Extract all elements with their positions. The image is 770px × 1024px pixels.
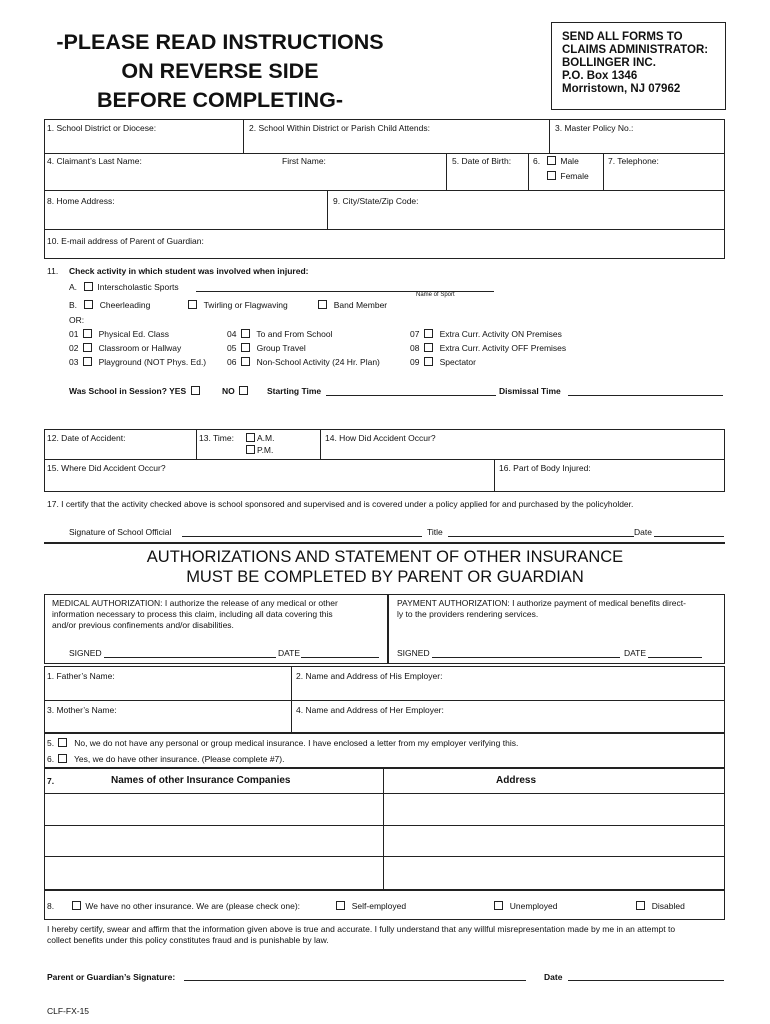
starting-time-label: Starting Time xyxy=(267,386,322,396)
session-no-option[interactable] xyxy=(222,386,250,396)
band-option[interactable] xyxy=(316,300,387,310)
activity-09[interactable] xyxy=(410,357,476,367)
medical-signed-line[interactable] xyxy=(104,657,276,658)
code: 09 xyxy=(410,357,420,367)
label: Physical Ed. Class xyxy=(98,329,169,339)
official-title-label: Title xyxy=(427,527,443,537)
code: 02 xyxy=(69,343,79,353)
label: Spectator xyxy=(439,357,476,367)
field-where-accident[interactable]: 15. Where Did Accident Occur? xyxy=(47,463,166,473)
label: Non-School Activity (24 Hr. Plan) xyxy=(256,357,380,367)
col-divider xyxy=(243,119,244,153)
medical-authorization-text xyxy=(52,598,338,631)
signature-official-label: Signature of School Official xyxy=(69,527,172,537)
no-other-insurance-checkbox[interactable] xyxy=(72,901,81,910)
pm-label: P.M. xyxy=(257,445,274,455)
activity-b-label: B. xyxy=(69,300,78,310)
field-body-part[interactable]: 16. Part of Body Injured: xyxy=(499,463,591,473)
activity-number: 11. xyxy=(47,266,59,276)
item-7-number: 7. xyxy=(47,776,55,786)
checkbox[interactable] xyxy=(424,343,433,352)
certify-line: collect benefits under this policy constitutes fraud and is punishable by law. xyxy=(47,935,329,945)
code: 05 xyxy=(227,343,237,353)
checkbox[interactable] xyxy=(424,357,433,366)
field-master-policy[interactable]: 3. Master Policy No.: xyxy=(555,123,634,133)
unemployed-checkbox[interactable] xyxy=(494,901,503,910)
self-employed-label: Self-employed xyxy=(351,901,407,911)
pm-checkbox[interactable] xyxy=(246,445,255,454)
field-date-of-birth[interactable]: 5. Date of Birth: xyxy=(452,156,512,166)
disabled-checkbox[interactable] xyxy=(636,901,645,910)
row-divider xyxy=(44,793,725,794)
cheerleading-label: Cheerleading xyxy=(99,300,151,310)
medical-line: and/or previous confinements and/or disabilities. xyxy=(52,620,234,630)
dismissal-time-line[interactable] xyxy=(568,395,723,396)
band-checkbox[interactable] xyxy=(318,300,327,309)
send-line-3: BOLLINGER INC. xyxy=(562,57,656,69)
name-of-sport-caption: Name of Sport xyxy=(416,292,455,298)
field-how-accident[interactable]: 14. How Did Accident Occur? xyxy=(325,433,436,443)
yes-insurance-label: Yes, we do have other insurance. (Please complete #7). xyxy=(74,754,285,764)
checkbox[interactable] xyxy=(241,329,250,338)
no-insurance-option[interactable] xyxy=(47,738,518,748)
checkbox[interactable] xyxy=(83,329,92,338)
session-question: Was School in Session? YES xyxy=(69,386,187,396)
code: 07 xyxy=(410,329,420,339)
auth-heading-2: MUST BE COMPLETED BY PARENT OR GUARDIAN xyxy=(186,568,584,586)
send-forms-box xyxy=(551,22,726,110)
code: 04 xyxy=(227,329,237,339)
send-line-2: CLAIMS ADMINISTRATOR: xyxy=(562,44,709,56)
medical-signed-label: SIGNED xyxy=(69,648,102,658)
medical-line: information necessary to process this claim, including all data covering this xyxy=(52,609,333,619)
row-divider xyxy=(44,700,725,701)
activity-06[interactable] xyxy=(227,357,380,367)
field-mother-employer[interactable]: 4. Name and Address of Her Employer: xyxy=(296,705,444,715)
interscholastic-label: Interscholastic Sports xyxy=(97,282,179,292)
item-number: 6. xyxy=(47,754,55,764)
checkbox[interactable] xyxy=(424,329,433,338)
field-city-state-zip[interactable]: 9. City/State/Zip Code: xyxy=(333,196,419,206)
certify-affirm-text xyxy=(47,924,675,946)
parent-date-line[interactable] xyxy=(568,980,724,981)
signature-official-line[interactable] xyxy=(182,536,422,537)
pm-option[interactable] xyxy=(244,445,273,455)
activity-heading: Check activity in which student was involved when injured: xyxy=(69,266,309,276)
send-line-4: P.O. Box 1346 xyxy=(562,70,638,82)
field-first-name[interactable]: First Name: xyxy=(282,156,326,166)
official-date-label: Date xyxy=(634,527,652,537)
activity-08[interactable] xyxy=(410,343,566,353)
row-divider xyxy=(44,153,725,154)
code: 08 xyxy=(410,343,420,353)
medical-line: MEDICAL AUTHORIZATION: I authorize the release of any medical or other xyxy=(52,598,338,608)
auth-heading-1: AUTHORIZATIONS AND STATEMENT OF OTHER INSURANCE xyxy=(146,548,624,566)
row-divider xyxy=(44,229,725,230)
cheerleading-checkbox[interactable] xyxy=(84,300,93,309)
label: Group Travel xyxy=(256,343,306,353)
self-employed-checkbox[interactable] xyxy=(336,901,345,910)
male-checkbox[interactable] xyxy=(547,156,556,165)
no-label: NO xyxy=(222,386,235,396)
title-line-3: BEFORE COMPLETING- xyxy=(96,88,344,112)
field-last-name[interactable]: 4. Claimant’s Last Name: xyxy=(47,156,142,166)
no-insurance-checkbox[interactable] xyxy=(58,738,67,747)
insurance-address-header: Address xyxy=(496,775,537,786)
activity-04[interactable] xyxy=(227,329,333,339)
section-divider xyxy=(44,542,725,544)
payment-date-line[interactable] xyxy=(648,657,702,658)
female-checkbox[interactable] xyxy=(547,171,556,180)
male-option[interactable] xyxy=(545,156,579,166)
session-yes-option[interactable] xyxy=(69,386,202,396)
title-line-1: -PLEASE READ INSTRUCTIONS xyxy=(56,30,384,54)
col-divider xyxy=(196,429,197,459)
dismissal-time-label: Dismissal Time xyxy=(499,386,561,396)
checkbox[interactable] xyxy=(241,343,250,352)
session-yes-checkbox[interactable] xyxy=(191,386,200,395)
col-divider xyxy=(446,153,447,190)
no-other-insurance-label: We have no other insurance. We are (please check one): xyxy=(85,901,301,911)
form-code: CLF-FX-15 xyxy=(47,1006,90,1016)
medical-date-line[interactable] xyxy=(301,657,379,658)
col-divider xyxy=(528,153,529,190)
send-line-5: Morristown, NJ 07962 xyxy=(562,83,681,95)
field-mother-name[interactable]: 3. Mother’s Name: xyxy=(47,705,117,715)
activity-05[interactable] xyxy=(227,343,306,353)
col-divider xyxy=(291,666,292,733)
parent-signature-label: Parent or Guardian’s Signature: xyxy=(47,972,176,982)
row-divider xyxy=(44,190,725,191)
label: Extra Curr. Activity OFF Premises xyxy=(439,343,567,353)
row-divider xyxy=(44,856,725,857)
payment-authorization-text xyxy=(397,598,686,620)
item-8-number: 8. xyxy=(47,901,55,911)
activity-01[interactable] xyxy=(69,329,169,339)
official-title-line[interactable] xyxy=(448,536,634,537)
checkbox[interactable] xyxy=(83,343,92,352)
twirling-checkbox[interactable] xyxy=(188,300,197,309)
field-telephone[interactable]: 7. Telephone: xyxy=(608,156,659,166)
field-time-label: 13. Time: xyxy=(199,433,234,443)
col-divider xyxy=(494,459,495,492)
activity-03[interactable] xyxy=(69,357,206,367)
starting-time-line[interactable] xyxy=(326,395,496,396)
field-email[interactable]: 10. E-mail address of Parent of Guardian: xyxy=(47,236,204,246)
checkbox[interactable] xyxy=(83,357,92,366)
label: To and From School xyxy=(256,329,333,339)
no-insurance-label: No, we do not have any personal or group medical insurance. I have enclosed a letter from my employer verifying this. xyxy=(74,738,519,748)
field-school-district[interactable]: 1. School District or Diocese: xyxy=(47,123,157,133)
twirling-option[interactable] xyxy=(186,300,288,310)
label: Extra Curr. Activity ON Premises xyxy=(439,329,562,339)
field-father-employer[interactable]: 2. Name and Address of His Employer: xyxy=(296,671,443,681)
certify-line: I hereby certify, swear and affirm that the information given above is true and accurate. I fully understand that any willful misrepresentation made by me in an attempt to xyxy=(47,924,676,934)
payment-signed-line[interactable] xyxy=(432,657,620,658)
payment-signed-label: SIGNED xyxy=(397,648,430,658)
twirling-label: Twirling or Flagwaving xyxy=(203,300,288,310)
payment-line: ly to the providers rendering services. xyxy=(397,609,539,619)
band-label: Band Member xyxy=(333,300,388,310)
field-sex-label: 6. xyxy=(533,156,541,166)
col-divider xyxy=(383,768,384,890)
item-number: 5. xyxy=(47,738,55,748)
col-divider xyxy=(327,190,328,229)
payment-date-label: DATE xyxy=(624,648,647,658)
payment-line: PAYMENT AUTHORIZATION: I authorize payment of medical benefits direct- xyxy=(397,598,686,608)
col-divider xyxy=(549,119,550,153)
am-checkbox[interactable] xyxy=(246,433,255,442)
row-divider xyxy=(44,459,725,460)
activity-a-label: A. xyxy=(69,282,78,292)
code: 06 xyxy=(227,357,237,367)
certify-statement: 17. I certify that the activity checked above is school sponsored and supervised and is covered under a policy applied for and purchased by the policyholder. xyxy=(47,499,634,509)
col-divider xyxy=(320,429,321,459)
parent-date-label: Date xyxy=(544,972,563,982)
self-employed-option[interactable] xyxy=(334,901,406,911)
unemployed-label: Unemployed xyxy=(509,901,558,911)
session-no-checkbox[interactable] xyxy=(239,386,248,395)
disabled-option[interactable] xyxy=(634,901,685,911)
official-date-line[interactable] xyxy=(654,536,724,537)
unemployed-option[interactable] xyxy=(492,901,557,911)
medical-date-label: DATE xyxy=(278,648,301,658)
disabled-label: Disabled xyxy=(651,901,685,911)
field-date-of-accident[interactable]: 12. Date of Accident: xyxy=(47,433,126,443)
or-label: OR: xyxy=(69,315,85,325)
female-label: Female xyxy=(560,171,589,181)
field-school-attends[interactable]: 2. School Within District or Parish Child Attends: xyxy=(249,123,430,133)
field-father-name[interactable]: 1. Father’s Name: xyxy=(47,671,115,681)
code: 01 xyxy=(69,329,79,339)
am-option[interactable] xyxy=(244,433,274,443)
activity-07[interactable] xyxy=(410,329,562,339)
cheerleading-option[interactable] xyxy=(82,300,150,310)
col-divider xyxy=(603,153,604,190)
yes-insurance-checkbox[interactable] xyxy=(58,754,67,763)
male-label: Male xyxy=(560,156,579,166)
label: Playground (NOT Phys. Ed.) xyxy=(98,357,207,367)
yes-insurance-option[interactable] xyxy=(47,754,284,764)
send-line-1: SEND ALL FORMS TO xyxy=(562,31,683,43)
activity-02[interactable] xyxy=(69,343,181,353)
field-home-address[interactable]: 8. Home Address: xyxy=(47,196,115,206)
female-option[interactable] xyxy=(545,171,589,181)
title-line-2: ON REVERSE SIDE xyxy=(121,59,319,83)
am-label: A.M. xyxy=(257,433,275,443)
label: Classroom or Hallway xyxy=(98,343,182,353)
no-other-insurance-option[interactable] xyxy=(70,901,300,911)
form-title xyxy=(40,28,400,115)
interscholastic-option[interactable] xyxy=(82,282,179,292)
interscholastic-checkbox[interactable] xyxy=(84,282,93,291)
checkbox[interactable] xyxy=(241,357,250,366)
insurance-companies-header: Names of other Insurance Companies xyxy=(111,775,291,786)
row-divider xyxy=(44,825,725,826)
code: 03 xyxy=(69,357,79,367)
parent-signature-line[interactable] xyxy=(184,980,526,981)
